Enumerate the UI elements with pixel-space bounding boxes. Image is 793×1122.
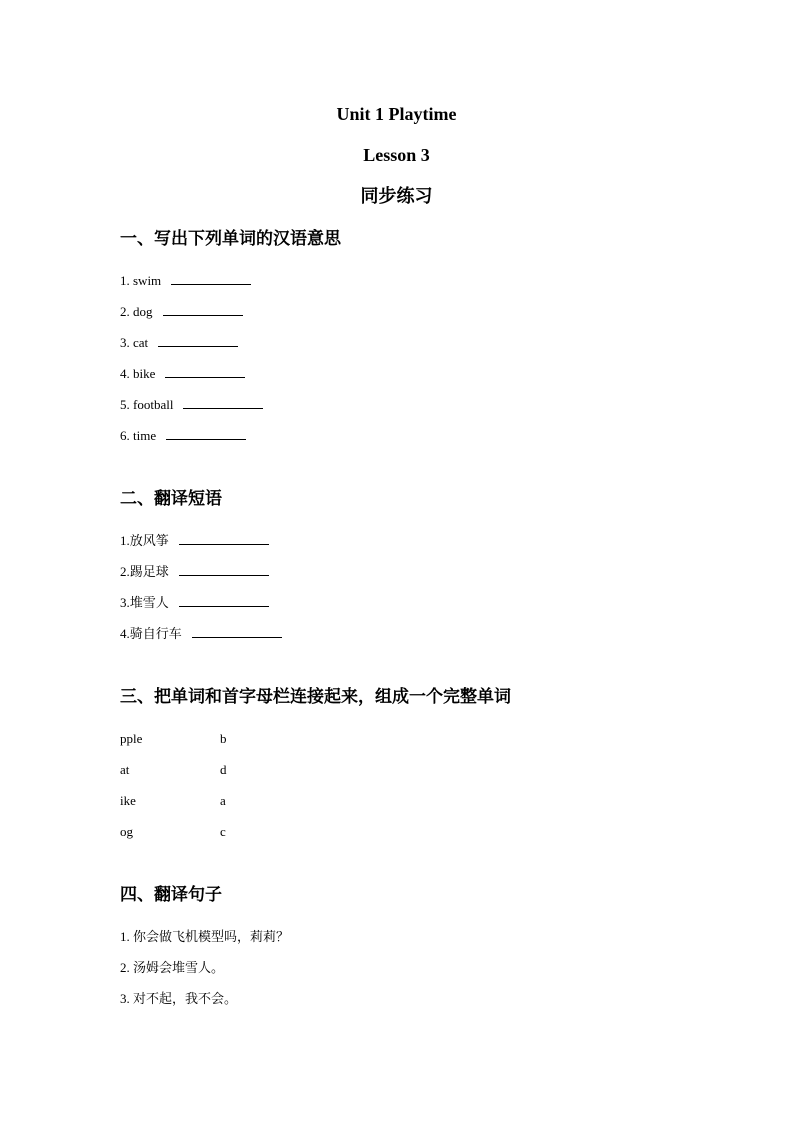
word-label: 2. dog [120, 304, 153, 319]
phrase-item [120, 587, 673, 618]
word-item [120, 327, 673, 358]
word-label: 5. football [120, 397, 174, 412]
word-label: 6. time [120, 428, 157, 443]
phrase-item [120, 525, 673, 556]
section-matching [120, 685, 673, 847]
phrase-item [120, 618, 673, 649]
word-fragment: pple [120, 731, 143, 746]
word-item [120, 265, 673, 296]
word-label: 3. cat [120, 335, 149, 350]
first-letter: d [220, 762, 227, 777]
word-fragment: at [120, 762, 130, 777]
section-sentences [120, 883, 673, 1014]
word-item [120, 358, 673, 389]
word-label: 1. swim [120, 273, 162, 288]
phrase-item [120, 556, 673, 587]
first-letter: a [220, 793, 226, 808]
answer-blank [179, 562, 269, 576]
doc-subtitle: 同步练习 [360, 186, 433, 206]
match-row [120, 816, 673, 847]
first-letter: c [220, 824, 226, 839]
answer-blank [165, 364, 245, 378]
section-sentences-heading: 四、翻译句子 [120, 885, 222, 904]
phrase-label: 1.放风筝 [120, 533, 169, 548]
answer-blank [171, 271, 251, 285]
section-phrases-heading: 二、翻译短语 [120, 489, 222, 508]
doc-title: Unit 1 Playtime [336, 104, 457, 124]
sentence-item: 2. 汤姆会堆雪人。 [120, 960, 225, 975]
doc-lesson-title: Lesson 3 [363, 145, 430, 165]
answer-blank [179, 531, 269, 545]
sentence-item: 3. 对不起，我不会。 [120, 991, 238, 1006]
phrase-label: 4.骑自行车 [120, 626, 182, 641]
section-words-heading: 一、写出下列单词的汉语意思 [120, 229, 341, 248]
section-phrases [120, 487, 673, 649]
match-row [120, 754, 673, 785]
sentence-item: 1. 你会做飞机模型吗，莉莉？ [120, 929, 290, 944]
section-matching-heading: 三、把单词和首字母栏连接起来，组成一个完整单词 [120, 687, 511, 706]
answer-blank [163, 302, 243, 316]
answer-blank [179, 593, 269, 607]
word-fragment: og [120, 824, 133, 839]
answer-blank [166, 426, 246, 440]
section-words [120, 227, 673, 451]
word-item [120, 296, 673, 327]
match-row [120, 785, 673, 816]
phrase-label: 3.堆雪人 [120, 595, 169, 610]
word-item [120, 420, 673, 451]
word-item [120, 389, 673, 420]
word-label: 4. bike [120, 366, 156, 381]
first-letter: b [220, 731, 227, 746]
word-fragment: ike [120, 793, 136, 808]
answer-blank [183, 395, 263, 409]
answer-blank [192, 624, 282, 638]
phrase-label: 2.踢足球 [120, 564, 169, 579]
answer-blank [158, 333, 238, 347]
match-row [120, 723, 673, 754]
